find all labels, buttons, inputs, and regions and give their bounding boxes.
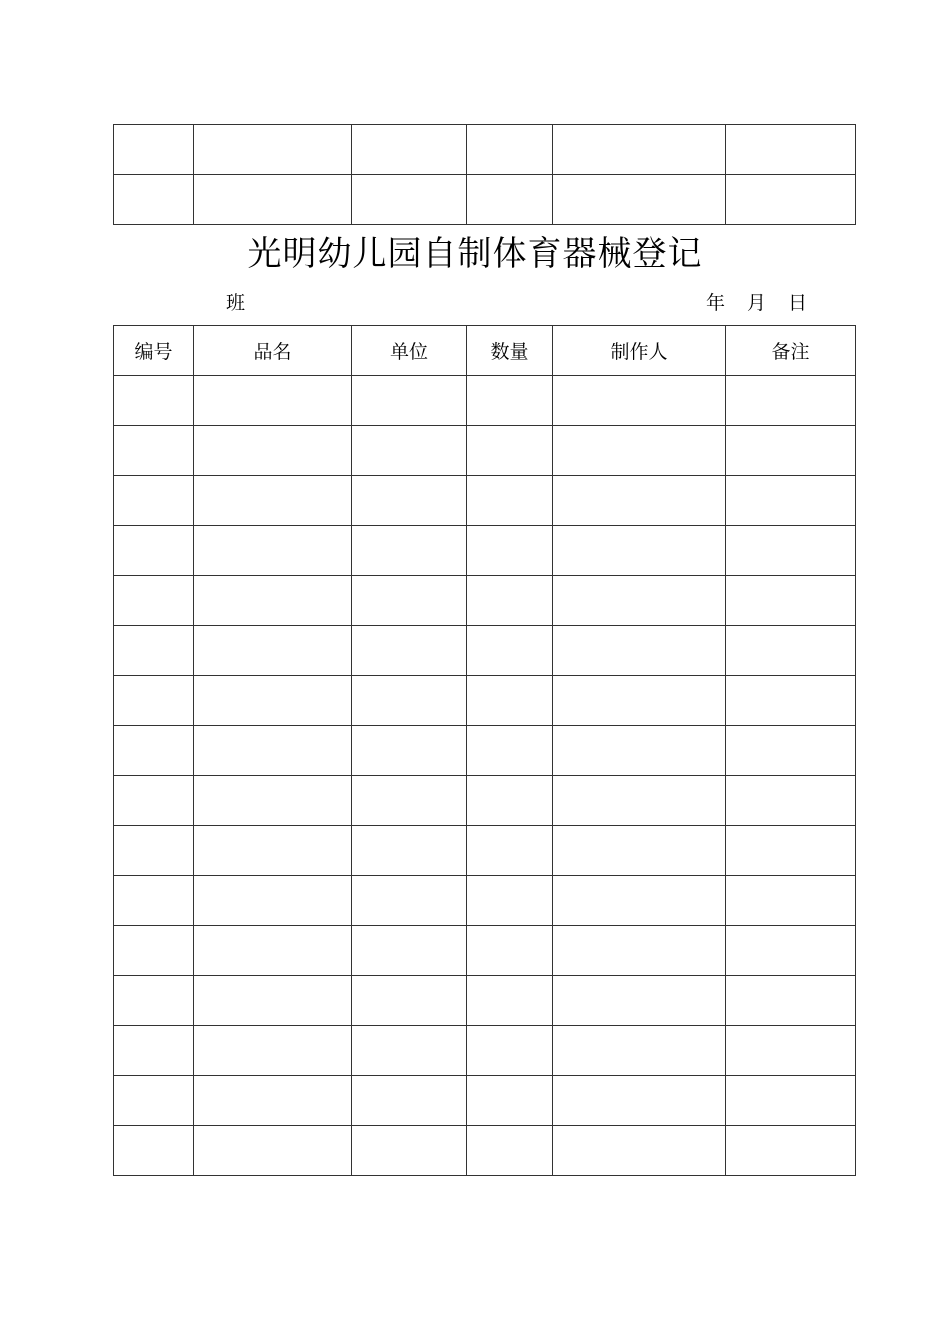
table-row	[114, 376, 856, 426]
table-cell[interactable]	[467, 175, 553, 225]
table-cell[interactable]	[467, 125, 553, 175]
table-cell[interactable]	[114, 876, 194, 926]
table-cell[interactable]	[553, 175, 726, 225]
table-row	[114, 526, 856, 576]
table-cell[interactable]	[726, 426, 856, 476]
table-cell[interactable]	[467, 926, 553, 976]
table-cell[interactable]	[726, 476, 856, 526]
table-cell[interactable]	[467, 626, 553, 676]
table-cell[interactable]	[467, 426, 553, 476]
table-cell[interactable]	[553, 1126, 726, 1176]
table-cell[interactable]	[194, 726, 352, 776]
table-cell[interactable]	[352, 776, 467, 826]
table-cell[interactable]	[467, 1076, 553, 1126]
table-cell[interactable]	[553, 1076, 726, 1126]
table-cell[interactable]	[352, 576, 467, 626]
page-title: 光明幼儿园自制体育器械登记	[247, 234, 703, 274]
table-cell[interactable]	[194, 576, 352, 626]
date-labels	[706, 288, 807, 318]
table-cell[interactable]	[726, 1076, 856, 1126]
table-cell[interactable]	[194, 376, 352, 426]
table-cell[interactable]	[553, 125, 726, 175]
class-label: 班	[226, 292, 246, 314]
table-cell[interactable]	[553, 1026, 726, 1076]
table-cell[interactable]	[114, 626, 194, 676]
table-cell[interactable]	[726, 576, 856, 626]
table-cell[interactable]	[726, 926, 856, 976]
table-cell[interactable]	[726, 1026, 856, 1076]
table-cell[interactable]	[194, 526, 352, 576]
table-cell[interactable]	[352, 826, 467, 876]
table-cell[interactable]	[467, 526, 553, 576]
table-row	[114, 676, 856, 726]
year-label: 年	[706, 292, 726, 314]
table-cell[interactable]	[352, 926, 467, 976]
table-cell[interactable]	[726, 776, 856, 826]
table-cell[interactable]	[114, 376, 194, 426]
table-cell[interactable]	[352, 1026, 467, 1076]
table-cell[interactable]	[467, 1026, 553, 1076]
table-cell[interactable]	[352, 626, 467, 676]
table-cell[interactable]	[352, 426, 467, 476]
table-cell[interactable]	[194, 476, 352, 526]
previous-page-table-fragment	[113, 124, 856, 225]
table-cell[interactable]	[114, 125, 194, 175]
table-cell[interactable]	[726, 976, 856, 1026]
table-cell[interactable]	[194, 175, 352, 225]
table-cell[interactable]	[114, 926, 194, 976]
table-row	[114, 826, 856, 876]
header-maker: 制作人	[553, 326, 726, 376]
table-row	[114, 726, 856, 776]
table-cell[interactable]	[553, 726, 726, 776]
table-cell[interactable]	[553, 826, 726, 876]
table-cell[interactable]	[726, 626, 856, 676]
table-cell[interactable]	[726, 376, 856, 426]
table-row	[114, 776, 856, 826]
table-cell[interactable]	[194, 125, 352, 175]
table-cell[interactable]	[726, 676, 856, 726]
table-cell[interactable]	[194, 776, 352, 826]
table-row	[114, 576, 856, 626]
table-cell[interactable]	[114, 1126, 194, 1176]
table-cell[interactable]	[726, 876, 856, 926]
table-cell[interactable]	[726, 826, 856, 876]
table-cell[interactable]	[114, 726, 194, 776]
table-row	[114, 1126, 856, 1176]
day-label: 日	[788, 292, 808, 314]
table-cell[interactable]	[553, 476, 726, 526]
table-cell[interactable]	[194, 876, 352, 926]
table-cell[interactable]	[553, 576, 726, 626]
table-cell[interactable]	[194, 926, 352, 976]
table-cell[interactable]	[726, 526, 856, 576]
table-cell[interactable]	[352, 125, 467, 175]
table-row	[114, 926, 856, 976]
table-cell[interactable]	[114, 826, 194, 876]
table-cell[interactable]	[114, 476, 194, 526]
table-cell[interactable]	[114, 776, 194, 826]
table-cell[interactable]	[553, 526, 726, 576]
table-cell[interactable]	[352, 976, 467, 1026]
table-cell[interactable]	[352, 676, 467, 726]
table-cell[interactable]	[194, 676, 352, 726]
table-cell[interactable]	[726, 726, 856, 776]
table-row	[114, 1026, 856, 1076]
table-cell[interactable]	[194, 1076, 352, 1126]
table-row	[114, 476, 856, 526]
table-cell[interactable]	[194, 1126, 352, 1176]
table-cell[interactable]	[467, 976, 553, 1026]
header-item-name: 品名	[194, 326, 352, 376]
table-cell[interactable]	[553, 426, 726, 476]
table-row	[114, 976, 856, 1026]
table-cell[interactable]	[194, 976, 352, 1026]
table-cell[interactable]	[194, 626, 352, 676]
table-cell[interactable]	[194, 826, 352, 876]
table-cell[interactable]	[114, 175, 194, 225]
table-cell[interactable]	[352, 1126, 467, 1176]
table-row	[114, 626, 856, 676]
table-cell[interactable]	[467, 576, 553, 626]
table-row	[114, 175, 856, 225]
table-cell[interactable]	[467, 776, 553, 826]
table-cell[interactable]	[553, 626, 726, 676]
table-cell[interactable]	[467, 876, 553, 926]
table-cell[interactable]	[467, 376, 553, 426]
table-cell[interactable]	[114, 1026, 194, 1076]
table-cell[interactable]	[194, 426, 352, 476]
table-cell[interactable]	[467, 826, 553, 876]
table-cell[interactable]	[726, 125, 856, 175]
table-row	[114, 1076, 856, 1126]
equipment-register-table	[113, 325, 856, 1176]
table-cell[interactable]	[467, 676, 553, 726]
table-cell[interactable]	[194, 1026, 352, 1076]
table-cell[interactable]	[726, 175, 856, 225]
table-cell[interactable]	[553, 376, 726, 426]
table-row	[114, 426, 856, 476]
header-remarks: 备注	[726, 326, 856, 376]
table-header-row	[114, 326, 856, 376]
table-cell[interactable]	[114, 426, 194, 476]
table-cell[interactable]	[553, 776, 726, 826]
table-cell[interactable]	[352, 526, 467, 576]
table-cell[interactable]	[553, 876, 726, 926]
header-quantity: 数量	[467, 326, 553, 376]
table-cell[interactable]	[553, 676, 726, 726]
table-cell[interactable]	[114, 526, 194, 576]
table-cell[interactable]	[352, 376, 467, 426]
table-cell[interactable]	[114, 1076, 194, 1126]
table-cell[interactable]	[467, 476, 553, 526]
table-cell[interactable]	[467, 726, 553, 776]
table-cell[interactable]	[114, 676, 194, 726]
header-unit: 单位	[352, 326, 467, 376]
table-row	[114, 876, 856, 926]
table-cell[interactable]	[553, 926, 726, 976]
header-id: 编号	[114, 326, 194, 376]
month-label: 月	[747, 292, 767, 314]
table-cell[interactable]	[553, 976, 726, 1026]
table-cell[interactable]	[352, 175, 467, 225]
table-cell[interactable]	[114, 976, 194, 1026]
table-cell[interactable]	[352, 726, 467, 776]
table-cell[interactable]	[467, 1126, 553, 1176]
table-cell[interactable]	[352, 876, 467, 926]
table-cell[interactable]	[352, 1076, 467, 1126]
table-cell[interactable]	[114, 576, 194, 626]
table-row	[114, 125, 856, 175]
table-cell[interactable]	[726, 1126, 856, 1176]
table-cell[interactable]	[352, 476, 467, 526]
